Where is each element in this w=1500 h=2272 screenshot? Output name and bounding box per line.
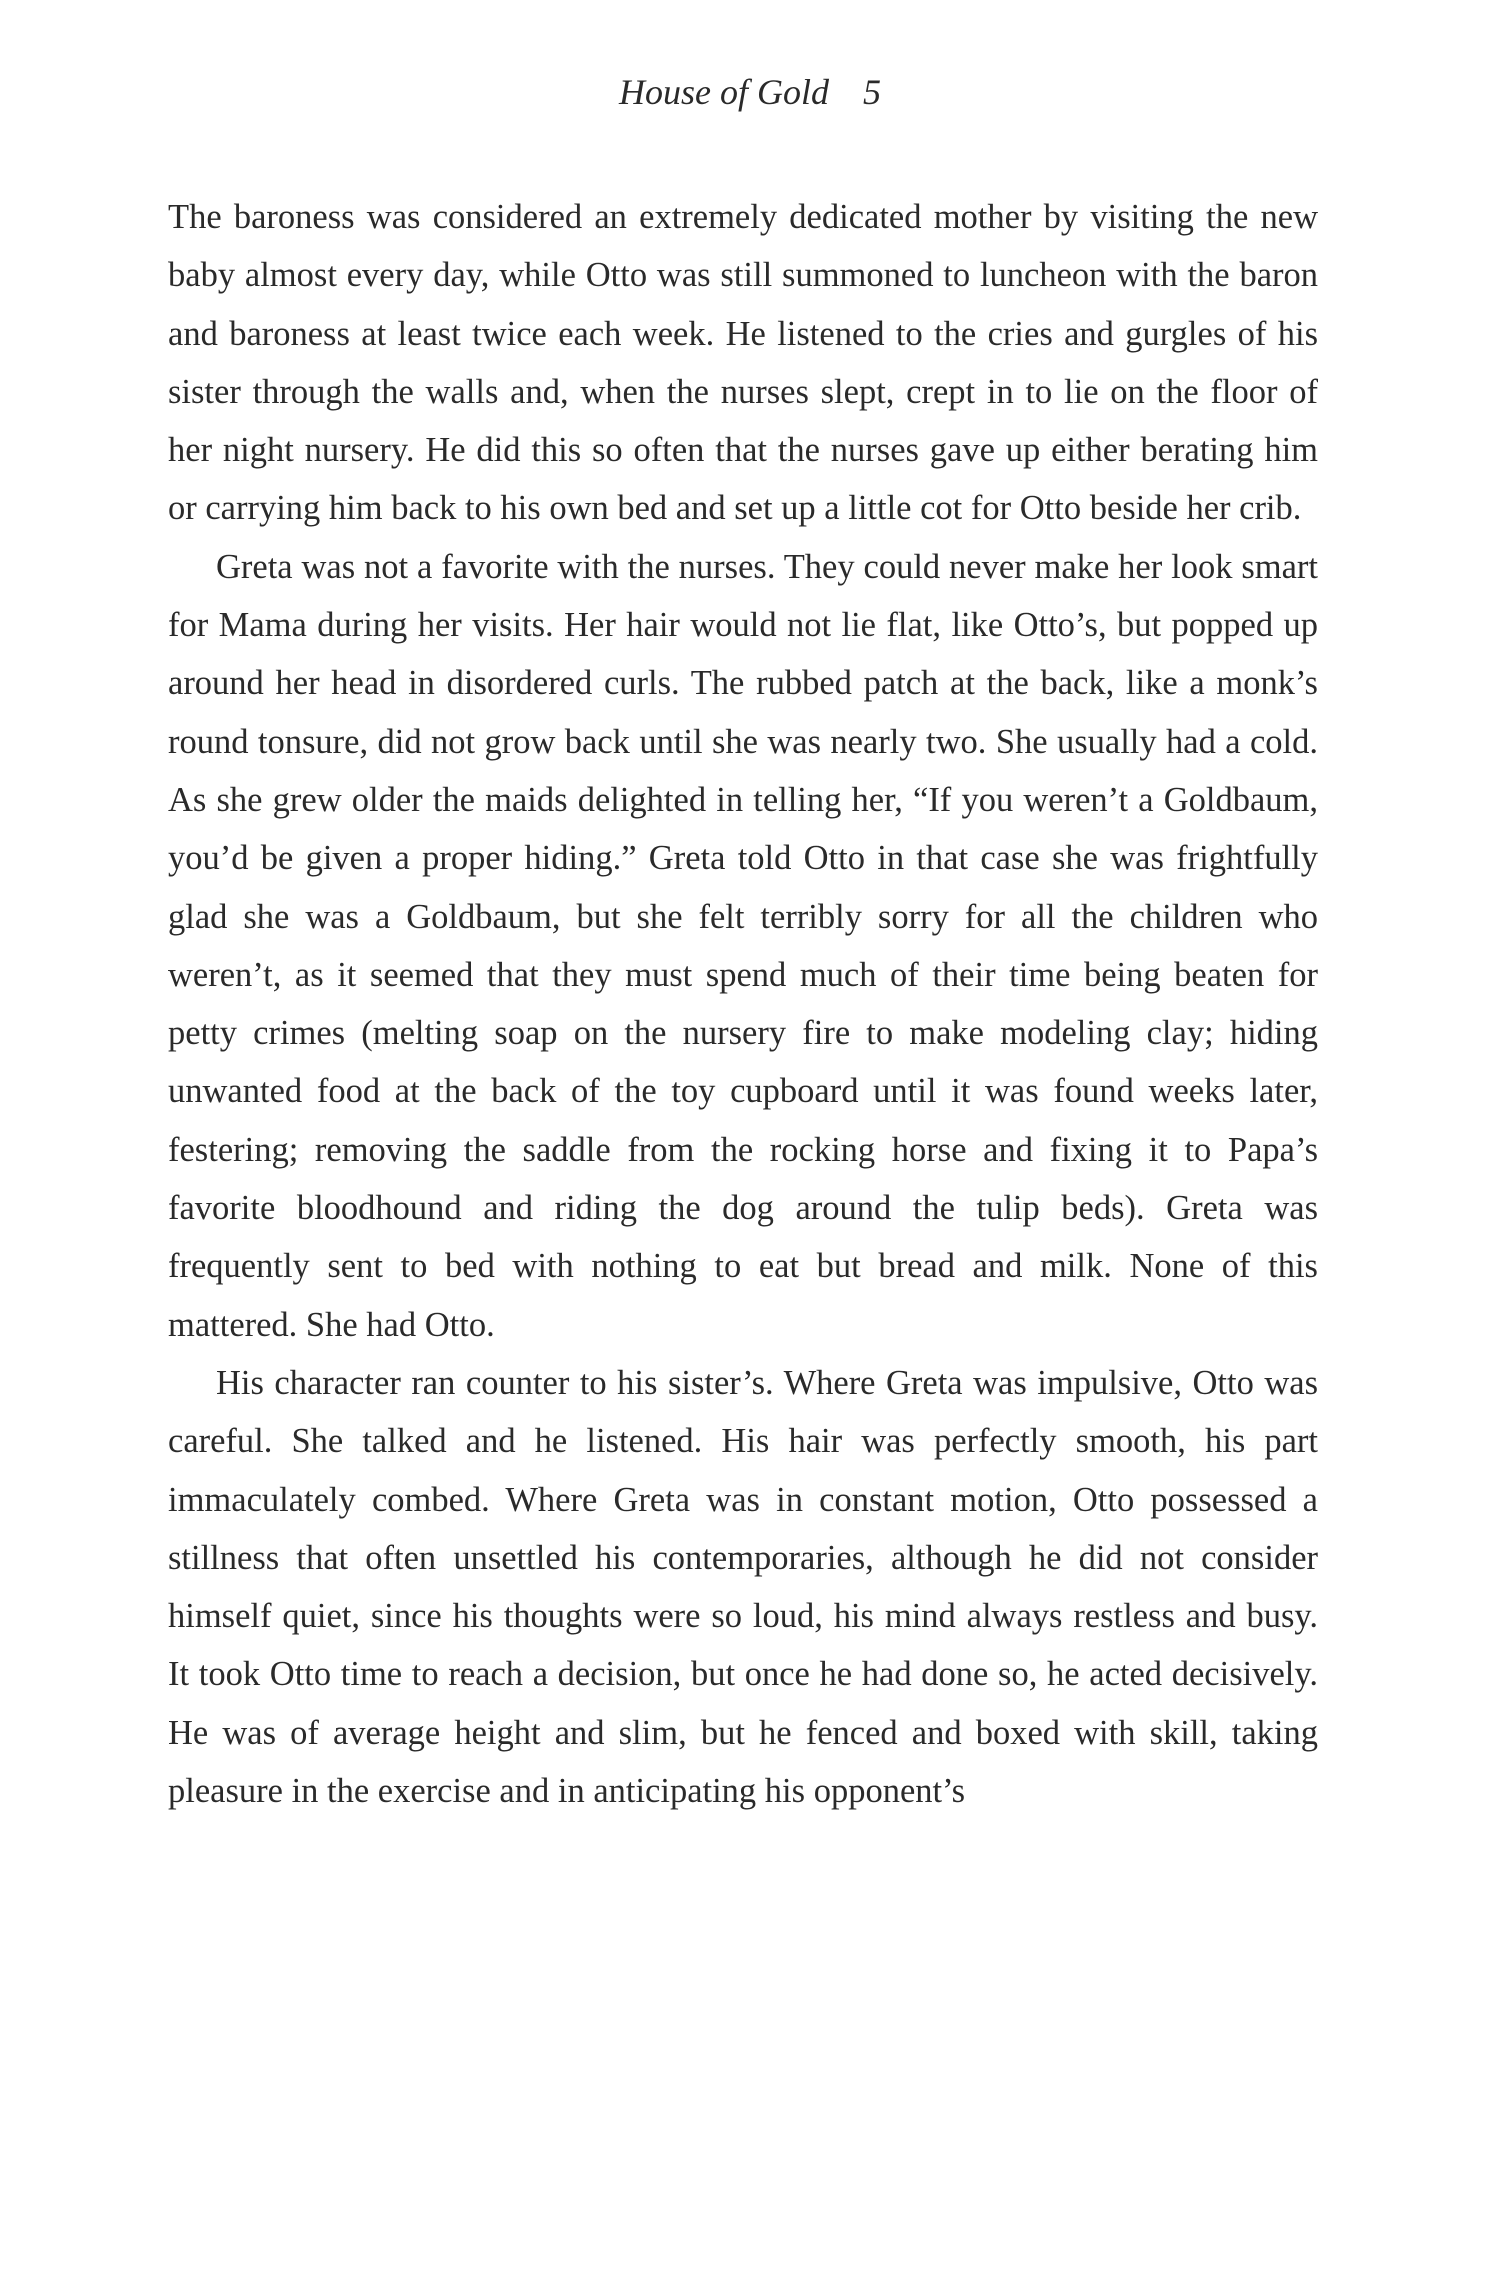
running-head	[0, 70, 1500, 114]
paragraph-2: Greta was not a favorite with the nurses. They could never make her look smart for Mama during her visits. Her hair would not lie flat, like Otto’s, but popped up around her head in disordered curls. The rubbed patch at the back, like a monk’s round tonsure, did not grow back until she was nearly two. She usually had a cold. As she grew older the maids delighted in telling her, “If you weren’t a Goldbaum, you’d be given a proper hiding.” Greta told Otto in that case she was frightfully glad she was a Goldbaum, but she felt terribly sorry for all the children who weren’t, as it seemed that they must spend much of their time being beaten for petty crimes (melting soap on the nursery fire to make modeling clay; hiding unwanted food at the back of the toy cupboard until it was found weeks later, festering; removing the saddle from the rocking horse and fixing it to Papa’s favorite bloodhound and riding the dog around the tulip beds). Greta was frequently sent to bed with nothing to eat but bread and milk. None of this mattered. She had Otto.	[168, 547, 1318, 1344]
page-number: 5	[863, 72, 881, 112]
paragraph-1: The baroness was considered an extremely dedicated mother by visiting the new baby almost every day, while Otto was still summoned to luncheon with the baron and baroness at least twice each week. He listened to the cries and gurgles of his sister through the walls and, when the nurses slept, crept in to lie on the floor of her night nursery. He did this so often that the nurses gave up either berating him or carrying him back to his own bed and set up a little cot for Otto beside her crib.	[168, 198, 1318, 528]
body-text	[168, 188, 1318, 1820]
book-title: House of Gold	[619, 72, 829, 112]
paragraph-3: His character ran counter to his sister’s. Where Greta was impulsive, Otto was careful. She talked and he listened. His hair was perfectly smooth, his part immaculately combed. Where Greta was in constant motion, Otto possessed a stillness that often unsettled his contemporaries, although he did not consider himself quiet, since his thoughts were so loud, his mind always restless and busy. It took Otto time to reach a decision, but once he had done so, he acted decisively. He was of average height and slim, but he fenced and boxed with skill, taking pleasure in the exercise and in anticipating his opponent’s	[168, 1363, 1318, 1811]
